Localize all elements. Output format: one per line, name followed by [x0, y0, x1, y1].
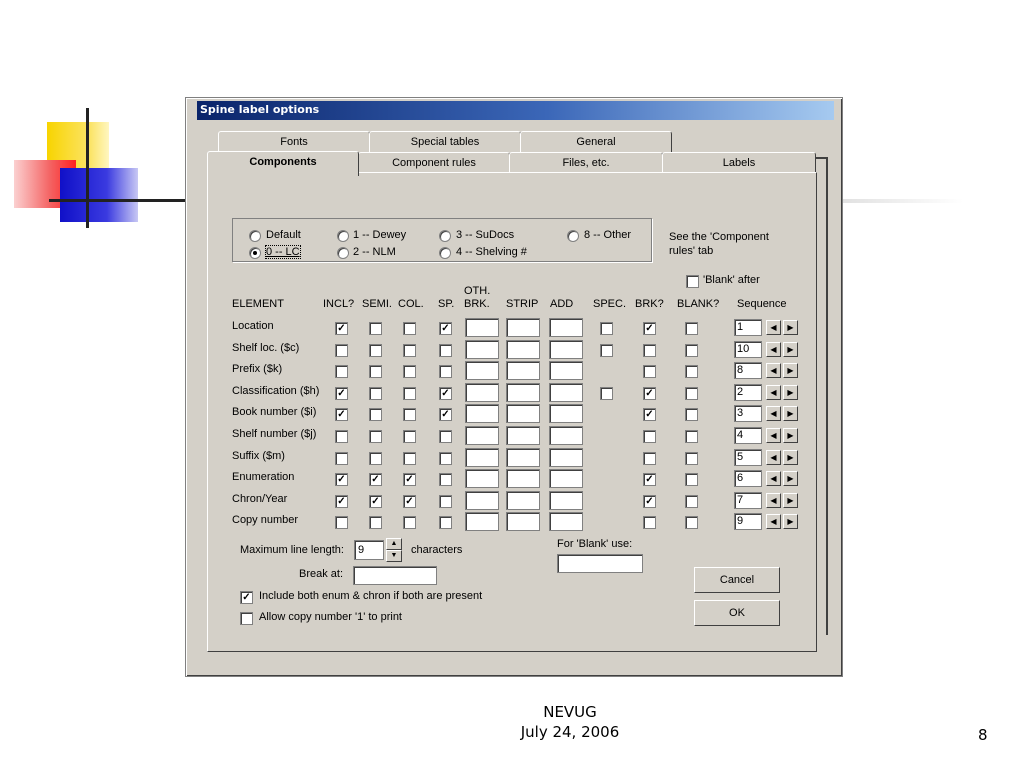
- sp-checkbox[interactable]: ✓: [439, 322, 452, 335]
- sequence-left-arrow-icon[interactable]: ◀: [766, 342, 781, 357]
- tab-fonts[interactable]: Fonts: [218, 131, 370, 152]
- sequence-input[interactable]: 4: [734, 427, 762, 444]
- page-number: 8: [978, 726, 988, 744]
- brk-checkbox[interactable]: ✓: [643, 473, 656, 486]
- header-element: ELEMENT: [232, 298, 284, 310]
- incl-checkbox[interactable]: ✓: [335, 408, 348, 421]
- sequence-right-arrow-icon[interactable]: ▶: [783, 385, 798, 400]
- incl-checkbox[interactable]: [335, 452, 348, 465]
- radio-default[interactable]: [249, 230, 261, 242]
- col-checkbox[interactable]: [403, 408, 416, 421]
- blank-checkbox[interactable]: [685, 495, 698, 508]
- sp-checkbox[interactable]: ✓: [439, 408, 452, 421]
- add-input[interactable]: [549, 426, 583, 445]
- add-input[interactable]: [549, 512, 583, 531]
- incl-checkbox[interactable]: [335, 516, 348, 529]
- oth-brk-input[interactable]: [465, 383, 499, 402]
- brk-checkbox[interactable]: [643, 452, 656, 465]
- break-at-input[interactable]: [353, 566, 437, 585]
- semi-checkbox[interactable]: [369, 365, 382, 378]
- header-oth-brk: BRK.: [464, 298, 490, 310]
- for-blank-input[interactable]: [557, 554, 643, 573]
- oth-brk-input[interactable]: [465, 448, 499, 467]
- sequence-right-arrow-icon[interactable]: ▶: [783, 450, 798, 465]
- header-spec: SPEC.: [593, 298, 627, 310]
- allow-copy-checkbox[interactable]: [240, 612, 253, 625]
- decorative-rule: [838, 199, 963, 203]
- blank-checkbox[interactable]: [685, 452, 698, 465]
- col-checkbox[interactable]: [403, 344, 416, 357]
- add-input[interactable]: [549, 340, 583, 359]
- sp-checkbox[interactable]: [439, 365, 452, 378]
- col-checkbox[interactable]: [403, 452, 416, 465]
- brk-checkbox[interactable]: ✓: [643, 495, 656, 508]
- sequence-right-arrow-icon[interactable]: ▶: [783, 342, 798, 357]
- sequence-input[interactable]: 6: [734, 470, 762, 487]
- include-both-label: Include both enum & chron if both are present: [259, 590, 483, 602]
- sequence-right-arrow-icon[interactable]: ▶: [783, 320, 798, 335]
- col-checkbox[interactable]: ✓: [403, 495, 416, 508]
- brk-checkbox[interactable]: [643, 430, 656, 443]
- sequence-left-arrow-icon[interactable]: ◀: [766, 385, 781, 400]
- decorative-horizontal-line: [49, 199, 187, 202]
- oth-brk-input[interactable]: [465, 426, 499, 445]
- radio-sudocs-label: 3 -- SuDocs: [456, 229, 515, 241]
- sp-checkbox[interactable]: [439, 473, 452, 486]
- decorative-vertical-line: [86, 108, 89, 228]
- blank-checkbox[interactable]: [685, 344, 698, 357]
- blank-after-checkbox[interactable]: [686, 275, 699, 288]
- sequence-right-arrow-icon[interactable]: ▶: [783, 471, 798, 486]
- spec-checkbox[interactable]: [600, 387, 613, 400]
- incl-checkbox[interactable]: ✓: [335, 387, 348, 400]
- spin-up-icon[interactable]: ▲: [386, 538, 402, 550]
- element-label: Enumeration: [232, 471, 295, 483]
- sp-checkbox[interactable]: [439, 430, 452, 443]
- incl-checkbox[interactable]: ✓: [335, 495, 348, 508]
- radio-nlm[interactable]: [337, 247, 349, 259]
- sequence-input[interactable]: 9: [734, 513, 762, 530]
- sequence-right-arrow-icon[interactable]: ▶: [783, 363, 798, 378]
- header-strip: STRIP: [506, 298, 539, 310]
- sp-checkbox[interactable]: [439, 344, 452, 357]
- sp-checkbox[interactable]: ✓: [439, 387, 452, 400]
- semi-checkbox[interactable]: [369, 516, 382, 529]
- sequence-left-arrow-icon[interactable]: ◀: [766, 363, 781, 378]
- header-incl: INCL?: [323, 298, 355, 310]
- for-blank-label: For 'Blank' use:: [557, 538, 633, 550]
- incl-checkbox[interactable]: [335, 344, 348, 357]
- slide-footer: [480, 702, 660, 742]
- max-line-length-input[interactable]: 9: [354, 540, 384, 560]
- element-label: Chron/Year: [232, 493, 288, 505]
- element-label: Classification ($h): [232, 385, 320, 397]
- sequence-right-arrow-icon[interactable]: ▶: [783, 428, 798, 443]
- characters-label: characters: [411, 544, 463, 556]
- max-line-length-label: Maximum line length:: [240, 544, 344, 556]
- tab-special-tables[interactable]: Special tables: [369, 131, 521, 152]
- tab-general[interactable]: General: [520, 131, 672, 152]
- incl-checkbox[interactable]: ✓: [335, 473, 348, 486]
- max-line-length-spinner[interactable]: [386, 538, 402, 562]
- strip-input[interactable]: [506, 340, 540, 359]
- strip-input[interactable]: [506, 361, 540, 380]
- sequence-input[interactable]: 3: [734, 405, 762, 422]
- radio-other[interactable]: [567, 230, 579, 242]
- tab-component-rules[interactable]: Component rules: [358, 152, 510, 173]
- semi-checkbox[interactable]: [369, 387, 382, 400]
- radio-shelving[interactable]: [439, 247, 451, 259]
- sequence-input[interactable]: 7: [734, 492, 762, 509]
- oth-brk-input[interactable]: [465, 404, 499, 423]
- oth-brk-input[interactable]: [465, 469, 499, 488]
- semi-checkbox[interactable]: [369, 452, 382, 465]
- col-checkbox[interactable]: [403, 516, 416, 529]
- header-blank: BLANK?: [677, 298, 720, 310]
- sequence-right-arrow-icon[interactable]: ▶: [783, 493, 798, 508]
- sp-checkbox[interactable]: [439, 516, 452, 529]
- spin-down-icon[interactable]: ▼: [386, 550, 402, 562]
- sequence-input[interactable]: 1: [734, 319, 762, 336]
- allow-copy-label: Allow copy number '1' to print: [259, 611, 402, 623]
- col-checkbox[interactable]: [403, 365, 416, 378]
- radio-dewey-label: 1 -- Dewey: [353, 229, 407, 241]
- brk-checkbox[interactable]: [643, 344, 656, 357]
- col-checkbox[interactable]: [403, 430, 416, 443]
- add-input[interactable]: [549, 383, 583, 402]
- brk-checkbox[interactable]: ✓: [643, 408, 656, 421]
- brk-checkbox[interactable]: [643, 365, 656, 378]
- blank-checkbox[interactable]: [685, 365, 698, 378]
- sequence-left-arrow-icon[interactable]: ◀: [766, 514, 781, 529]
- blank-checkbox[interactable]: [685, 408, 698, 421]
- sequence-left-arrow-icon[interactable]: ◀: [766, 428, 781, 443]
- sequence-input[interactable]: 8: [734, 362, 762, 379]
- radio-sudocs[interactable]: [439, 230, 451, 242]
- header-add: ADD: [550, 298, 574, 310]
- tab-labels[interactable]: Labels: [662, 152, 816, 173]
- incl-checkbox[interactable]: ✓: [335, 322, 348, 335]
- oth-brk-input[interactable]: [465, 491, 499, 510]
- sequence-left-arrow-icon[interactable]: ◀: [766, 471, 781, 486]
- element-label: Shelf number ($j): [232, 428, 317, 440]
- radio-lc[interactable]: [249, 247, 261, 259]
- strip-input[interactable]: [506, 448, 540, 467]
- include-both-checkbox[interactable]: ✓: [240, 591, 253, 604]
- blank-after-label: 'Blank' after: [703, 274, 760, 286]
- header-sequence: Sequence: [737, 298, 787, 310]
- strip-input[interactable]: [506, 491, 540, 510]
- col-checkbox[interactable]: ✓: [403, 473, 416, 486]
- sp-checkbox[interactable]: [439, 452, 452, 465]
- strip-input[interactable]: [506, 512, 540, 531]
- radio-shelving-label: 4 -- Shelving #: [456, 246, 527, 258]
- semi-checkbox[interactable]: [369, 430, 382, 443]
- sequence-left-arrow-icon[interactable]: ◀: [766, 493, 781, 508]
- radio-nlm-label: 2 -- NLM: [353, 246, 396, 258]
- add-input[interactable]: [549, 404, 583, 423]
- tab-components[interactable]: Components: [207, 151, 359, 176]
- footer-date: July 24, 2006: [520, 723, 620, 741]
- semi-checkbox[interactable]: ✓: [369, 473, 382, 486]
- cancel-button[interactable]: Cancel: [694, 567, 780, 593]
- panel-shadow: [816, 157, 828, 635]
- add-input[interactable]: [549, 361, 583, 380]
- brk-checkbox[interactable]: ✓: [643, 387, 656, 400]
- incl-checkbox[interactable]: [335, 430, 348, 443]
- break-at-label: Break at:: [299, 568, 344, 580]
- header-col: COL.: [398, 298, 424, 310]
- header-brk: BRK?: [635, 298, 664, 310]
- footer-org: NEVUG: [543, 703, 597, 721]
- semi-checkbox[interactable]: [369, 344, 382, 357]
- decorative-blue-square: [60, 168, 138, 222]
- radio-lc-label: 0 -- LC: [266, 246, 300, 258]
- spec-checkbox[interactable]: [600, 322, 613, 335]
- sequence-right-arrow-icon[interactable]: ▶: [783, 514, 798, 529]
- component-rules-note: See the 'Component rules' tab: [669, 231, 769, 257]
- sequence-left-arrow-icon[interactable]: ◀: [766, 320, 781, 335]
- element-label: Suffix ($m): [232, 450, 285, 462]
- blank-checkbox[interactable]: [685, 430, 698, 443]
- element-label: Copy number: [232, 514, 299, 526]
- element-label: Prefix ($k): [232, 363, 283, 375]
- header-semi: SEMI.: [362, 298, 392, 310]
- radio-default-label: Default: [266, 229, 301, 241]
- semi-checkbox[interactable]: [369, 408, 382, 421]
- element-label: Book number ($i): [232, 406, 317, 418]
- element-label: Location: [232, 320, 274, 332]
- sequence-input[interactable]: 10: [734, 341, 762, 358]
- add-input[interactable]: [549, 491, 583, 510]
- oth-brk-input[interactable]: [465, 361, 499, 380]
- blank-checkbox[interactable]: [685, 387, 698, 400]
- strip-input[interactable]: [506, 383, 540, 402]
- blank-checkbox[interactable]: [685, 473, 698, 486]
- oth-brk-input[interactable]: [465, 512, 499, 531]
- strip-input[interactable]: [506, 404, 540, 423]
- header-sp: SP.: [438, 298, 455, 310]
- radio-dewey[interactable]: [337, 230, 349, 242]
- oth-brk-input[interactable]: [465, 340, 499, 359]
- oth-header-label: OTH.: [464, 285, 491, 297]
- spec-checkbox[interactable]: [600, 344, 613, 357]
- brk-checkbox[interactable]: ✓: [643, 322, 656, 335]
- add-input[interactable]: [549, 448, 583, 467]
- col-checkbox[interactable]: [403, 387, 416, 400]
- sequence-right-arrow-icon[interactable]: ▶: [783, 406, 798, 421]
- brk-checkbox[interactable]: [643, 516, 656, 529]
- dialog-title: Spine label options: [200, 103, 320, 116]
- semi-checkbox[interactable]: [369, 322, 382, 335]
- semi-checkbox[interactable]: ✓: [369, 495, 382, 508]
- radio-other-label: 8 -- Other: [584, 229, 632, 241]
- oth-brk-input[interactable]: [465, 318, 499, 337]
- ok-button[interactable]: OK: [694, 600, 780, 626]
- sequence-input[interactable]: 2: [734, 384, 762, 401]
- sequence-input[interactable]: 5: [734, 449, 762, 466]
- strip-input[interactable]: [506, 469, 540, 488]
- tab-files[interactable]: Files, etc.: [509, 152, 663, 173]
- sequence-left-arrow-icon[interactable]: ◀: [766, 450, 781, 465]
- strip-input[interactable]: [506, 426, 540, 445]
- incl-checkbox[interactable]: [335, 365, 348, 378]
- blank-checkbox[interactable]: [685, 516, 698, 529]
- add-input[interactable]: [549, 469, 583, 488]
- sp-checkbox[interactable]: [439, 495, 452, 508]
- strip-input[interactable]: [506, 318, 540, 337]
- blank-checkbox[interactable]: [685, 322, 698, 335]
- add-input[interactable]: [549, 318, 583, 337]
- element-label: Shelf loc. ($c): [232, 342, 300, 354]
- sequence-left-arrow-icon[interactable]: ◀: [766, 406, 781, 421]
- col-checkbox[interactable]: [403, 322, 416, 335]
